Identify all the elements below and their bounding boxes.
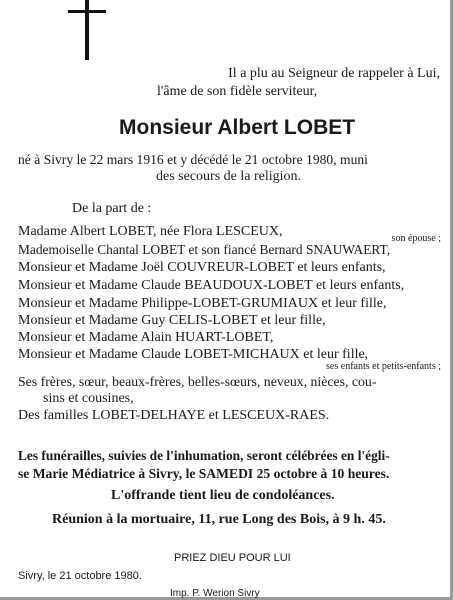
deceased-name: Monsieur Albert LOBET — [119, 116, 356, 139]
family-line-1: Madame Albert LOBET, née Flora LESCEUX, — [18, 224, 283, 239]
birth-line-2: des secours de la religion. — [156, 169, 302, 184]
family-line-5: Monsieur et Madame Philippe-LOBET-GRUMIAUX et leur fille, — [18, 296, 387, 311]
prayer-line: PRIEZ DIEU POUR LUI — [174, 552, 291, 564]
family-line-4: Monsieur et Madame Claude BEAUDOUX-LOBET et leurs enfants, — [18, 278, 405, 293]
cross-icon-bar — [68, 10, 106, 13]
family-line-6: Monsieur et Madame Guy CELIS-LOBET et leur fille, — [18, 313, 326, 328]
family-line-10: sins et cousines, — [43, 391, 134, 406]
family-note-spouse: son épouse ; — [391, 233, 441, 244]
intro-line-1: Il a plu au Seigneur de rappeler à Lui, — [228, 66, 440, 81]
birth-line-1: né à Sivry le 22 mars 1916 et y décédé le 21 octobre 1980, muni — [18, 152, 368, 167]
funeral-line-4: Réunion à la mortuaire, 11, rue Long des Bois, à 9 h. 45. — [52, 512, 386, 527]
funeral-line-2: se Marie Médiatrice à Sivry, le SAMEDI 25 octobre à 10 heures. — [18, 466, 390, 481]
family-line-7: Monsieur et Madame Alain HUART-LOBET, — [18, 330, 274, 345]
family-line-3: Monsieur et Madame Joël COUVREUR-LOBET et leurs enfants, — [18, 260, 386, 275]
printer-credit: Imp. P. Werion Sivry — [170, 588, 260, 599]
funeral-line-1: Les funérailles, suivies de l'inhumation, seront célébrées en l'égli- — [18, 448, 390, 463]
family-line-11: Des familles LOBET-DELHAYE et LESCEUX-RAES. — [18, 408, 330, 423]
cross-icon — [85, 0, 89, 60]
place-date: Sivry, le 21 octobre 1980. — [18, 570, 142, 582]
de-la-part-heading: De la part de : — [72, 201, 152, 216]
family-line-8: Monsieur et Madame Claude LOBET-MICHAUX et leur fille, — [18, 347, 369, 362]
family-line-2: Mademoiselle Chantal LOBET et son fiancé Bernard SNAUWAERT, — [18, 242, 391, 257]
intro-line-2: l'âme de son fidèle serviteur, — [157, 84, 318, 99]
family-note-children: ses enfants et petits-enfants ; — [326, 361, 441, 372]
funeral-line-3: L'offrande tient lieu de condoléances. — [111, 488, 335, 503]
family-line-9: Ses frères, sœur, beaux-frères, belles-sœurs, neveux, nièces, cou- — [18, 374, 377, 389]
